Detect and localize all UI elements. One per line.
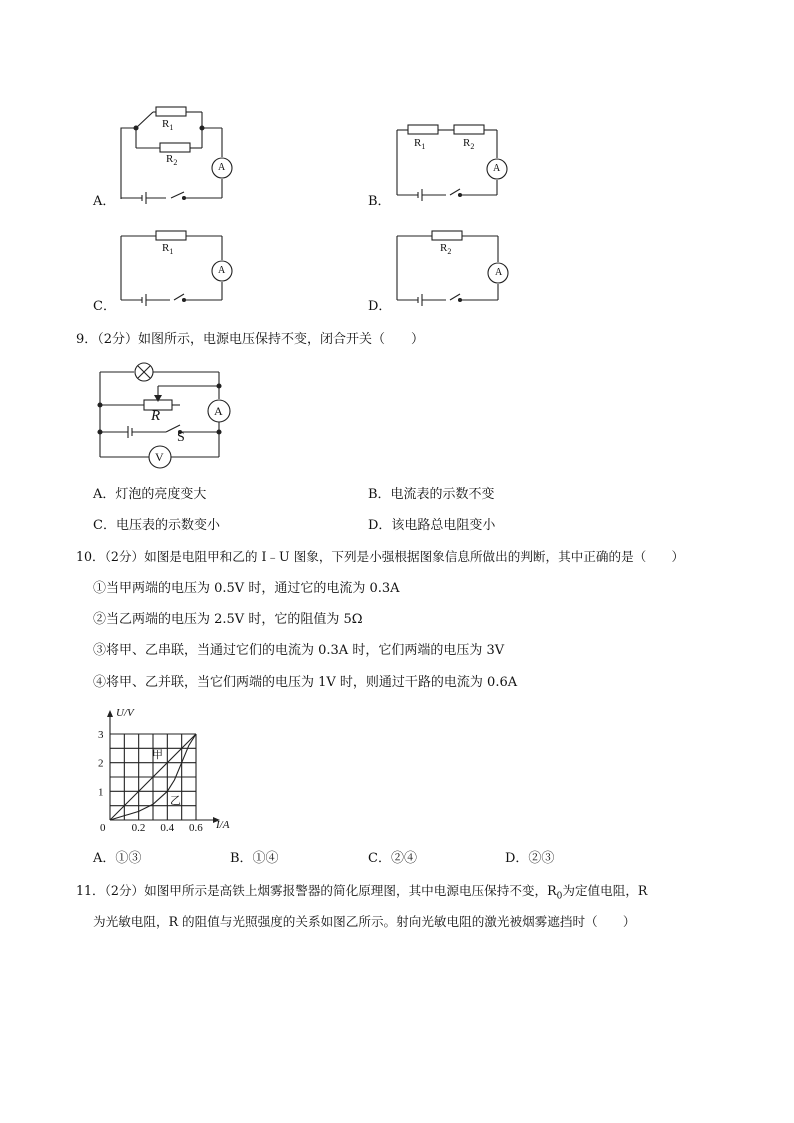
series-label-jia: 甲 bbox=[152, 749, 163, 761]
x-axis-label: I/A bbox=[216, 819, 230, 831]
y-axis-label: U/V bbox=[116, 707, 134, 719]
q9-option-a: A．灯泡的亮度变大 bbox=[93, 487, 207, 502]
q10-statement-1: ①当甲两端的电压为 0.5V 时，通过它的电流为 0.3A bbox=[93, 581, 400, 596]
q8-d-r-label: $R_2$ bbox=[440, 242, 452, 257]
q10-option-a: A．①③ bbox=[93, 851, 142, 866]
q9-option-c: C．电压表的示数变小 bbox=[93, 518, 220, 533]
q8-b-r1-label: $R_1$ bbox=[414, 137, 426, 152]
q8-b-ammeter-label: A bbox=[493, 163, 501, 174]
q10-option-b: B．①④ bbox=[230, 851, 279, 866]
q8-b-r2-label: $R_2$ bbox=[463, 137, 475, 152]
q8-a-r1-label: $R_1$ bbox=[162, 118, 174, 133]
q10-option-d: D．②③ bbox=[505, 851, 555, 866]
q8-a-r2-label: $R_2$ bbox=[166, 153, 178, 168]
q10-stem: 10．（2分）如图是电阻甲和乙的 I﹣U 图象，下列是小强根据图象信息所做出的判断，其中正确的是（ ） bbox=[76, 549, 685, 564]
q8-option-c-label: C． bbox=[93, 299, 116, 314]
q10-statement-4: ④将甲、乙并联，当它们两端的电压为 1V 时，则通过干路的电流为 0.6A bbox=[93, 675, 518, 690]
x-tick-label: 0.4 bbox=[160, 822, 175, 834]
y-tick-label: 1 bbox=[98, 786, 104, 799]
q8-option-a-circuit bbox=[118, 100, 238, 205]
q8-option-b-label: B． bbox=[368, 194, 391, 209]
x-tick-label: 0.6 bbox=[189, 822, 203, 834]
series-label-yi: 乙 bbox=[170, 795, 181, 807]
x-tick-label: 0.2 bbox=[131, 822, 146, 834]
q10-option-c: C．②④ bbox=[368, 851, 417, 866]
q9-option-b: B．电流表的示数不变 bbox=[368, 487, 495, 502]
q8-option-d-label: D． bbox=[368, 299, 392, 314]
q8-c-r-label: $R_1$ bbox=[162, 242, 174, 257]
q8-c-ammeter-label: A bbox=[218, 265, 226, 276]
q8-d-ammeter-label: A bbox=[495, 267, 503, 278]
y-tick-label: 2 bbox=[98, 757, 104, 770]
q9-option-d: D．该电路总电阻变小 bbox=[368, 518, 496, 533]
y-axis-arrow bbox=[107, 710, 113, 717]
q9-stem: 9．（2分）如图所示，电源电压保持不变，闭合开关（ ） bbox=[76, 332, 425, 347]
q10-statement-3: ③将甲、乙串联，当通过它们的电流为 0.3A 时，它们两端的电压为 3V bbox=[93, 643, 505, 658]
q9-switch-label: S bbox=[177, 430, 185, 445]
y-tick-label: 3 bbox=[98, 729, 104, 741]
q8-a-ammeter-label: A bbox=[218, 162, 226, 173]
q9-ammeter-label: A bbox=[214, 404, 223, 418]
q10-iu-chart bbox=[90, 705, 250, 835]
q11-stem-line2: 为光敏电阻，R 的阻值与光照强度的关系如图乙所示。射向光敏电阻的激光被烟雾遮挡时（ ） bbox=[93, 914, 636, 929]
q11-stem-line1: 11．（2分）如图甲所示是高铁上烟雾报警器的简化原理图，其中电源电压保持不变，$R_0$为定值电阻，R bbox=[76, 883, 648, 902]
q9-voltmeter-label: V bbox=[155, 450, 164, 464]
q10-statement-2: ②当乙两端的电压为 2.5V 时，它的阻值为 5Ω bbox=[93, 612, 363, 627]
q9-rheostat-label: R bbox=[151, 408, 161, 424]
q8-option-a-label: A． bbox=[93, 194, 116, 209]
x-tick-label: 0 bbox=[100, 822, 106, 834]
